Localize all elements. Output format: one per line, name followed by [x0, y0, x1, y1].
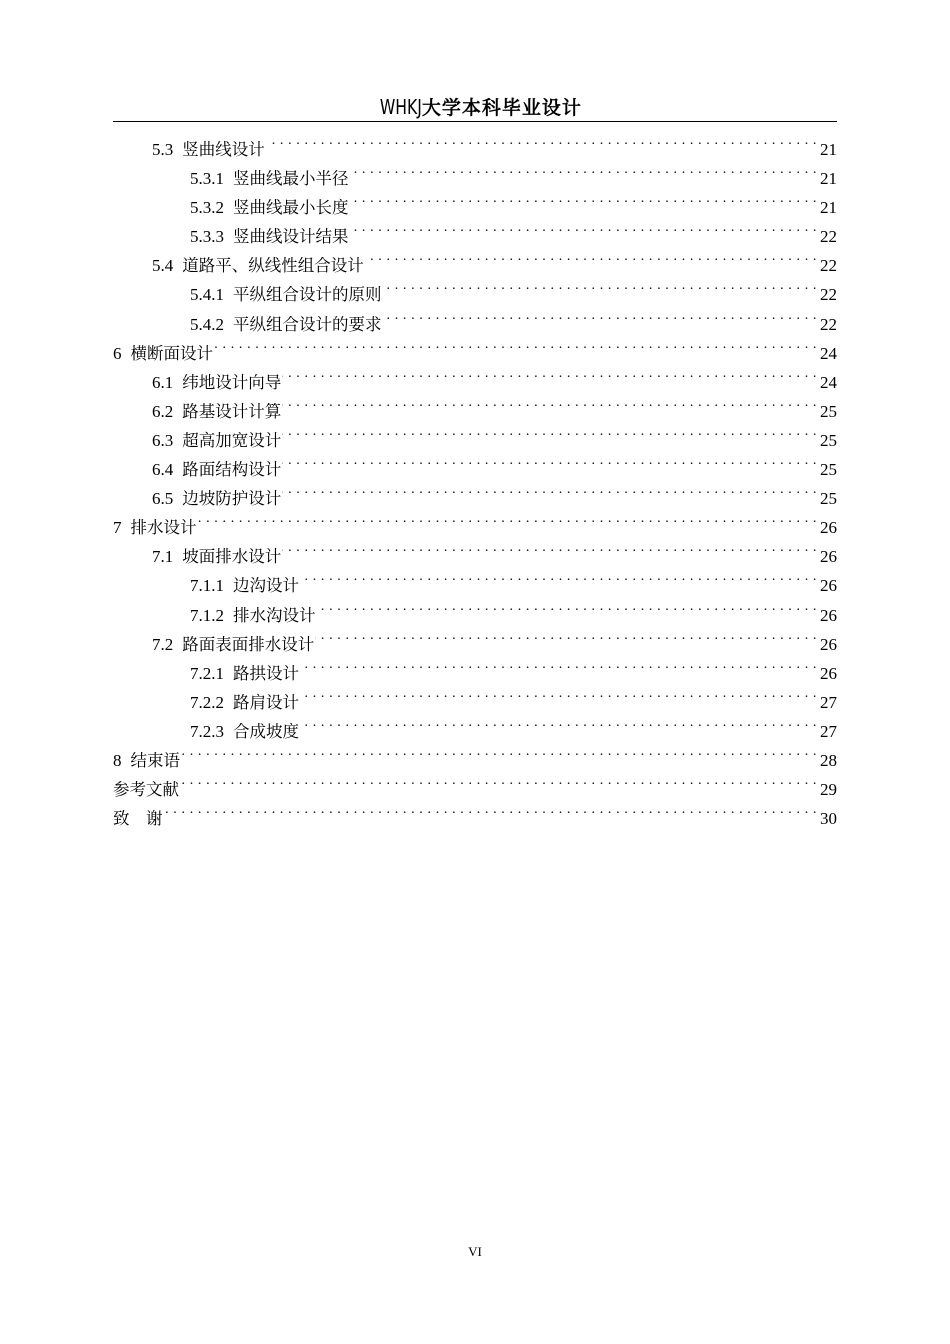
toc-entry-number: 7.2.1	[190, 663, 224, 683]
toc-dot-leader	[282, 359, 817, 388]
toc-entry-title: 超高加宽设计	[182, 430, 282, 450]
toc-entry-page: 24	[820, 372, 837, 392]
toc-entry-number: 6	[113, 343, 122, 363]
toc-entry-number: 5.4.1	[190, 285, 224, 305]
toc-entry-title: 排水沟设计	[233, 605, 316, 625]
toc-entry-page: 29	[820, 780, 837, 800]
toc-dot-leader	[317, 592, 818, 621]
toc-entry-page: 26	[820, 634, 837, 654]
toc-dot-leader	[350, 213, 818, 242]
toc-entry-number: 6.5	[152, 489, 174, 509]
toc-entry-title: 道路平、纵线性组合设计	[182, 256, 364, 276]
toc-entry-page: 25	[820, 401, 837, 421]
toc-dot-leader	[282, 475, 817, 504]
toc-entry[interactable]	[113, 330, 837, 363]
toc-entry-title: 平纵组合设计的原则	[233, 285, 382, 305]
toc-entry-number: 6.4	[152, 460, 174, 480]
page-header	[113, 93, 837, 122]
toc-entry-title: 竖曲线最小长度	[233, 198, 349, 218]
toc-entry-page: 21	[820, 198, 837, 218]
toc-entry-title: 路肩设计	[233, 692, 299, 712]
toc-entry-title: 平纵组合设计的要求	[233, 314, 382, 334]
toc-entry-page: 27	[820, 692, 837, 712]
toc-entry[interactable]	[113, 504, 837, 538]
toc-entry-title: 竖曲线设计结果	[233, 227, 349, 247]
toc-entry-number: 7	[113, 518, 122, 538]
toc-entry-page: 30	[820, 809, 837, 829]
toc-dot-leader	[282, 388, 817, 417]
toc-entry-title: 竖曲线设计	[182, 140, 265, 159]
toc-entry-number: 5.3.1	[190, 169, 224, 189]
toc-dot-leader	[300, 650, 817, 679]
toc-dot-leader	[300, 708, 817, 737]
toc-entry-title: 合成坡度	[233, 721, 299, 741]
toc-dot-leader	[282, 533, 817, 562]
toc-entry-number: 7.2	[152, 634, 174, 654]
toc-entry[interactable]	[113, 359, 837, 392]
toc-entry-number: 7.1.2	[190, 605, 224, 625]
toc-entry-title: 致 谢	[113, 809, 163, 829]
toc-dot-leader	[181, 737, 817, 766]
toc-entry-number: 6.2	[152, 401, 174, 421]
toc-dot-leader	[214, 330, 817, 359]
toc-entry-page: 26	[820, 663, 837, 683]
toc-entry-page: 22	[820, 227, 837, 247]
toc-entry-title: 横断面设计	[130, 343, 213, 363]
toc-entry-page: 25	[820, 430, 837, 450]
toc-entry-title: 路基设计计算	[182, 401, 282, 421]
toc-entry-title: 边沟设计	[233, 576, 299, 596]
toc-dot-leader	[350, 155, 818, 184]
toc-entry-number: 7.2.2	[190, 692, 224, 712]
toc-entry-page: 26	[820, 605, 837, 625]
toc-entry-page: 22	[820, 256, 837, 276]
toc-dot-leader	[365, 242, 817, 271]
toc-entry[interactable]	[113, 126, 837, 159]
toc-entry-number: 6.3	[152, 430, 174, 450]
toc-entry-number: 5.3.3	[190, 227, 224, 247]
toc-dot-leader	[180, 766, 817, 795]
toc-dot-leader	[198, 504, 818, 533]
toc-entry[interactable]	[113, 795, 837, 829]
toc-entry-page: 26	[820, 518, 837, 538]
table-of-contents	[113, 126, 837, 829]
toc-entry-page: 25	[820, 489, 837, 509]
toc-entry-title: 排水设计	[130, 518, 197, 538]
toc-entry-page: 27	[820, 721, 837, 741]
toc-dot-leader	[300, 562, 817, 591]
toc-entry-title: 路面表面排水设计	[182, 634, 315, 654]
toc-entry-page: 26	[820, 547, 837, 567]
toc-entry[interactable]	[113, 737, 837, 770]
toc-entry-number: 6.1	[152, 372, 174, 392]
toc-entry-title: 结束语	[130, 750, 180, 770]
page-number: VI	[468, 1244, 482, 1259]
toc-entry-page: 24	[820, 343, 837, 363]
toc-entry-number: 5.4	[152, 256, 174, 276]
toc-entry-title: 路面结构设计	[182, 460, 282, 480]
toc-entry-page: 25	[820, 460, 837, 480]
toc-entry[interactable]	[113, 766, 837, 800]
toc-entry-number: 7.1	[152, 547, 174, 567]
toc-dot-leader	[383, 271, 818, 300]
toc-dot-leader	[164, 795, 818, 824]
toc-dot-leader	[300, 679, 817, 708]
toc-entry-number: 5.4.2	[190, 314, 224, 334]
toc-entry-title: 纬地设计向导	[182, 372, 282, 392]
header-school-code: WHKJ	[379, 95, 422, 119]
toc-entry-page: 28	[820, 750, 837, 770]
toc-entry-title: 竖曲线最小半径	[233, 169, 349, 189]
toc-dot-leader	[266, 126, 817, 155]
toc-entry-title: 边坡防护设计	[182, 489, 282, 509]
toc-entry-number: 7.2.3	[190, 721, 224, 741]
toc-entry-number: 7.1.1	[190, 576, 224, 596]
toc-entry-number: 5.3	[152, 140, 174, 159]
toc-entry-page: 21	[820, 140, 837, 159]
toc-entry-page: 21	[820, 169, 837, 189]
toc-entry-title: 路拱设计	[233, 663, 299, 683]
toc-entry-title: 坡面排水设计	[182, 547, 282, 567]
toc-dot-leader	[350, 184, 818, 213]
toc-entry-page: 22	[820, 314, 837, 334]
toc-entry-number: 5.3.2	[190, 198, 224, 218]
toc-dot-leader	[383, 301, 818, 330]
toc-entry-page: 26	[820, 576, 837, 596]
toc-dot-leader	[282, 417, 817, 446]
toc-dot-leader	[282, 446, 817, 475]
toc-dot-leader	[315, 621, 817, 650]
toc-entry-page: 22	[820, 285, 837, 305]
header-title: 大学本科毕业设计	[421, 97, 582, 119]
toc-entry-title: 参考文献	[113, 780, 179, 800]
toc-entry[interactable]	[113, 533, 837, 567]
toc-entry-number: 8	[113, 750, 122, 770]
